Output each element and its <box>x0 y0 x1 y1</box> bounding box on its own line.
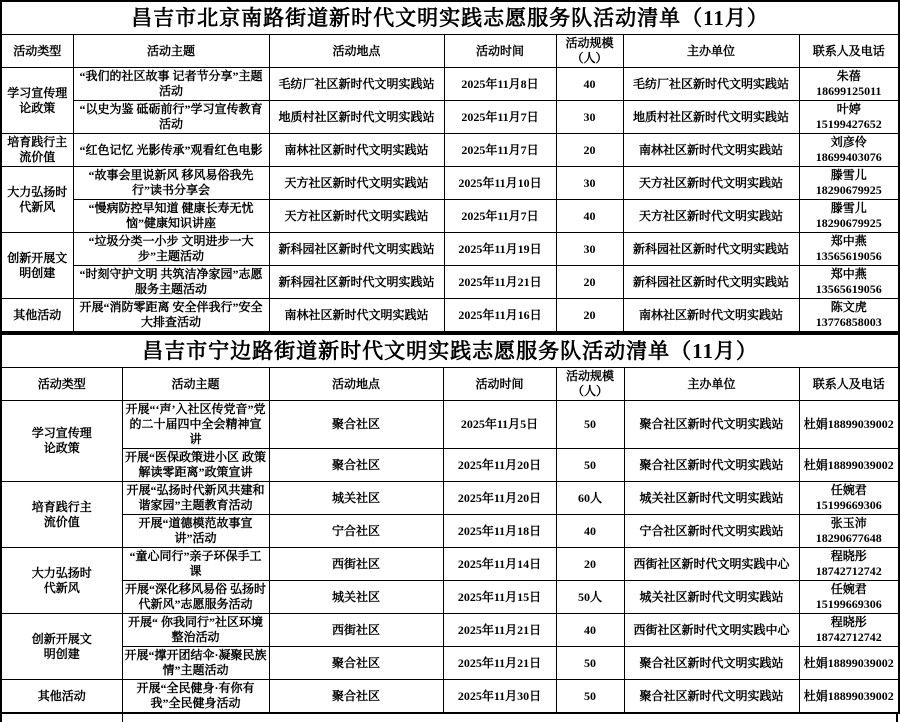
activity-theme-cell: “童心同行”亲子环保手工课 <box>122 548 269 581</box>
activity-theme-cell: 开展“ 你我同行”社区环境整治活动 <box>122 614 269 647</box>
activity-theme-cell: 开展“弘扬时代新风共建和谐家园”主题教育活动 <box>122 482 269 515</box>
contact-cell: 滕雪儿 18290679925 <box>799 167 899 200</box>
contact-cell: 程晓彤 18742712742 <box>799 614 899 647</box>
activity-scale-cell: 20 <box>556 299 623 333</box>
contact-cell: 杜娟18899039002 <box>799 449 899 482</box>
contact-cell: 刘彦伶 18699403076 <box>799 134 899 167</box>
contact-cell: 杜娟18899039002 <box>799 401 899 449</box>
activity-theme-cell: “时刻守护文明 共筑洁净家园”志愿服务主题活动 <box>73 266 269 299</box>
organizer-cell: 新科园社区新时代文明实践站 <box>623 266 799 299</box>
col-header-activity-date: 活动时间 <box>444 35 556 68</box>
contact-cell: 陈文虎 13776858003 <box>799 299 899 333</box>
organizer-cell: 城关社区新时代文明实践站 <box>624 581 799 614</box>
organizer-cell: 南林社区新时代文明实践站 <box>623 134 799 167</box>
col-header-organizer: 主办单位 <box>623 35 799 68</box>
activity-place-cell: 新科园社区新时代文明实践站 <box>269 233 444 266</box>
organizer-cell: 西街社区新时代文明实践中心 <box>624 548 799 581</box>
activity-place-cell: 天方社区新时代文明实践站 <box>269 200 444 233</box>
col-header-activity-place: 活动地点 <box>269 368 443 401</box>
activity-theme-cell: 开展“医保政策进小区 政策解读零距离”政策宣讲 <box>122 449 269 482</box>
activity-type-cell: 培育践行主流价值 <box>1 482 122 548</box>
contact-cell: 程晓彤 18742712742 <box>799 548 899 581</box>
activity-date-cell: 2025年11月20日 <box>443 482 556 515</box>
activity-place-cell: 城关社区 <box>269 482 443 515</box>
col-header-activity-type: 活动类型 <box>1 35 73 68</box>
table-title: 昌吉市北京南路街道新时代文明实践志愿服务队活动清单（11月） <box>1 1 899 35</box>
activity-type-cell: 其他活动 <box>1 299 73 333</box>
activity-date-cell: 2025年11月18日 <box>443 515 556 548</box>
organizer-cell: 地质村社区新时代文明实践站 <box>623 101 799 134</box>
activity-place-cell: 天方社区新时代文明实践站 <box>269 167 444 200</box>
col-header-activity-theme: 活动主题 <box>122 368 269 401</box>
col-header-activity-type: 活动类型 <box>1 368 122 401</box>
organizer-cell: 聚合社区新时代文明实践站 <box>624 449 799 482</box>
table-row <box>1 680 899 714</box>
activity-type-cell: 学习宣传理论政策 <box>1 401 122 482</box>
activity-type-cell: 大力弘扬时代新风 <box>1 548 122 614</box>
activity-theme-cell: 开展“撑开团结伞·凝聚民族情”主题活动 <box>122 647 269 680</box>
activity-scale-cell: 20 <box>556 134 623 167</box>
table-row <box>1 401 899 449</box>
activity-scale-cell: 40 <box>556 515 624 548</box>
activity-place-cell: 聚合社区 <box>269 401 443 449</box>
organizer-cell: 聚合社区新时代文明实践站 <box>624 401 799 449</box>
activity-date-cell: 2025年11月10日 <box>444 167 556 200</box>
table-row <box>1 101 899 134</box>
activity-scale-cell: 30 <box>556 101 623 134</box>
table-body <box>1 68 899 333</box>
activity-scale-cell: 50 <box>556 647 624 680</box>
activity-date-cell: 2025年11月20日 <box>443 449 556 482</box>
activity-theme-cell: 开展“消防零距离 安全伴我行”安全大排查活动 <box>73 299 269 333</box>
table-row <box>1 548 899 581</box>
activity-scale-cell: 20 <box>556 266 623 299</box>
activity-date-cell: 2025年11月14日 <box>443 548 556 581</box>
activity-date-cell: 2025年11月30日 <box>443 680 556 714</box>
activity-scale-cell: 50人 <box>556 581 624 614</box>
activity-date-cell: 2025年11月7日 <box>444 200 556 233</box>
activity-scale-cell: 20 <box>556 548 624 581</box>
table-row <box>1 167 899 200</box>
activity-table-ningbian-road <box>0 333 900 714</box>
activity-scale-cell: 30 <box>556 167 623 200</box>
organizer-cell: 城关社区新时代文明实践站 <box>624 482 799 515</box>
cutoff-row-fragment <box>0 714 898 722</box>
activity-scale-cell: 40 <box>556 200 623 233</box>
table-row <box>1 68 899 101</box>
col-header-organizer: 主办单位 <box>624 368 799 401</box>
table-row <box>1 614 899 647</box>
activity-place-cell: 西街社区 <box>269 614 443 647</box>
activity-theme-cell: 开展“全民健身·有你有我”全民健身活动 <box>122 680 269 714</box>
activity-date-cell: 2025年11月8日 <box>444 68 556 101</box>
activity-type-cell: 创新开展文明创建 <box>1 614 122 680</box>
organizer-cell: 天方社区新时代文明实践站 <box>623 167 799 200</box>
col-header-activity-theme: 活动主题 <box>73 35 269 68</box>
activity-date-cell: 2025年11月21日 <box>443 647 556 680</box>
activity-scale-cell: 50 <box>556 449 624 482</box>
table-row <box>1 299 899 333</box>
activity-date-cell: 2025年11月7日 <box>444 101 556 134</box>
organizer-cell: 毛纺厂社区新时代文明实践站 <box>623 68 799 101</box>
table-row <box>1 233 899 266</box>
activity-type-cell: 创新开展文明创建 <box>1 233 73 299</box>
organizer-cell: 聚合社区新时代文明实践站 <box>624 647 799 680</box>
contact-cell: 朱蓓 18699125011 <box>799 68 899 101</box>
table-title-row <box>1 334 899 368</box>
table-row <box>1 134 899 167</box>
activity-place-cell: 地质村社区新时代文明实践站 <box>269 101 444 134</box>
table-title-row <box>1 1 899 35</box>
activity-scale-cell: 40 <box>556 614 624 647</box>
activity-theme-cell: 开展“深化移风易俗 弘扬时代新风”志愿服务活动 <box>122 581 269 614</box>
table-row <box>1 647 899 680</box>
activity-place-cell: 聚合社区 <box>269 680 443 714</box>
activity-date-cell: 2025年11月7日 <box>444 134 556 167</box>
activity-theme-cell: “慢病防控早知道 健康长寿无忧恼”健康知识讲座 <box>73 200 269 233</box>
activity-theme-cell: “以史为鉴 砥砺前行”学习宣传教育活动 <box>73 101 269 134</box>
col-header-activity-place: 活动地点 <box>269 35 444 68</box>
table-row <box>1 482 899 515</box>
activity-date-cell: 2025年11月21日 <box>443 614 556 647</box>
activity-place-cell: 宁合社区 <box>269 515 443 548</box>
table-row <box>1 266 899 299</box>
contact-cell: 杜娟18899039002 <box>799 680 899 714</box>
organizer-cell: 宁合社区新时代文明实践站 <box>624 515 799 548</box>
table-title: 昌吉市宁边路街道新时代文明实践志愿服务队活动清单（11月） <box>1 334 899 368</box>
contact-cell: 张玉沛 18290677648 <box>799 515 899 548</box>
organizer-cell: 聚合社区新时代文明实践站 <box>624 680 799 714</box>
activity-theme-cell: “垃圾分类一小步 文明进步一大步”主题活动 <box>73 233 269 266</box>
contact-cell: 郑中燕 13565619056 <box>799 266 899 299</box>
table-header-row <box>1 35 899 68</box>
contact-cell: 杜娟18899039002 <box>799 647 899 680</box>
table-row <box>1 581 899 614</box>
activity-type-cell: 学习宣传理论政策 <box>1 68 73 134</box>
contact-cell: 任婉君 15199669306 <box>799 581 899 614</box>
contact-cell: 郑中燕 13565619056 <box>799 233 899 266</box>
organizer-cell: 南林社区新时代文明实践站 <box>623 299 799 333</box>
activity-place-cell: 聚合社区 <box>269 647 443 680</box>
activity-type-cell: 其他活动 <box>1 680 122 714</box>
activity-place-cell: 聚合社区 <box>269 449 443 482</box>
activity-type-cell: 大力弘扬时代新风 <box>1 167 73 233</box>
activity-type-cell: 培育践行主流价值 <box>1 134 73 167</box>
organizer-cell: 新科园社区新时代文明实践站 <box>623 233 799 266</box>
column-divider <box>122 714 123 722</box>
organizer-cell: 西街社区新时代文明实践中心 <box>624 614 799 647</box>
col-header-contact: 联系人及电话 <box>799 35 899 68</box>
organizer-cell: 天方社区新时代文明实践站 <box>623 200 799 233</box>
activity-scale-cell: 30 <box>556 233 623 266</box>
col-header-activity-scale: 活动规模 （人） <box>556 35 623 68</box>
table-header-row <box>1 368 899 401</box>
col-header-activity-scale: 活动规模 （人） <box>556 368 624 401</box>
col-header-activity-date: 活动时间 <box>443 368 556 401</box>
contact-cell: 任婉君 15199669306 <box>799 482 899 515</box>
activity-theme-cell: 开展“‘声’入社区传党音”党的二十届四中全会精神宣讲 <box>122 401 269 449</box>
activity-date-cell: 2025年11月15日 <box>443 581 556 614</box>
activity-date-cell: 2025年11月16日 <box>444 299 556 333</box>
table-row <box>1 515 899 548</box>
activity-table-beijing-south-road <box>0 0 900 333</box>
col-header-contact: 联系人及电话 <box>799 368 899 401</box>
table-row <box>1 200 899 233</box>
activity-scale-cell: 50 <box>556 401 624 449</box>
activity-theme-cell: “故事会里说新风 移风易俗我先行”读书分享会 <box>73 167 269 200</box>
activity-date-cell: 2025年11月21日 <box>444 266 556 299</box>
table-body <box>1 401 899 714</box>
activity-place-cell: 南林社区新时代文明实践站 <box>269 299 444 333</box>
activity-theme-cell: “红色记忆 光影传承”观看红色电影 <box>73 134 269 167</box>
activity-place-cell: 城关社区 <box>269 581 443 614</box>
table-row <box>1 449 899 482</box>
activity-theme-cell: “我们的社区故事 记者节分享”主题活动 <box>73 68 269 101</box>
contact-cell: 叶婷 15199427652 <box>799 101 899 134</box>
activity-scale-cell: 60人 <box>556 482 624 515</box>
contact-cell: 滕雪儿 18290679925 <box>799 200 899 233</box>
activity-date-cell: 2025年11月19日 <box>444 233 556 266</box>
activity-place-cell: 西街社区 <box>269 548 443 581</box>
activity-place-cell: 南林社区新时代文明实践站 <box>269 134 444 167</box>
activity-date-cell: 2025年11月5日 <box>443 401 556 449</box>
activity-scale-cell: 50 <box>556 680 624 714</box>
activity-scale-cell: 40 <box>556 68 623 101</box>
activity-place-cell: 新科园社区新时代文明实践站 <box>269 266 444 299</box>
activity-place-cell: 毛纺厂社区新时代文明实践站 <box>269 68 444 101</box>
activity-theme-cell: 开展“道德模范故事宣讲”活动 <box>122 515 269 548</box>
